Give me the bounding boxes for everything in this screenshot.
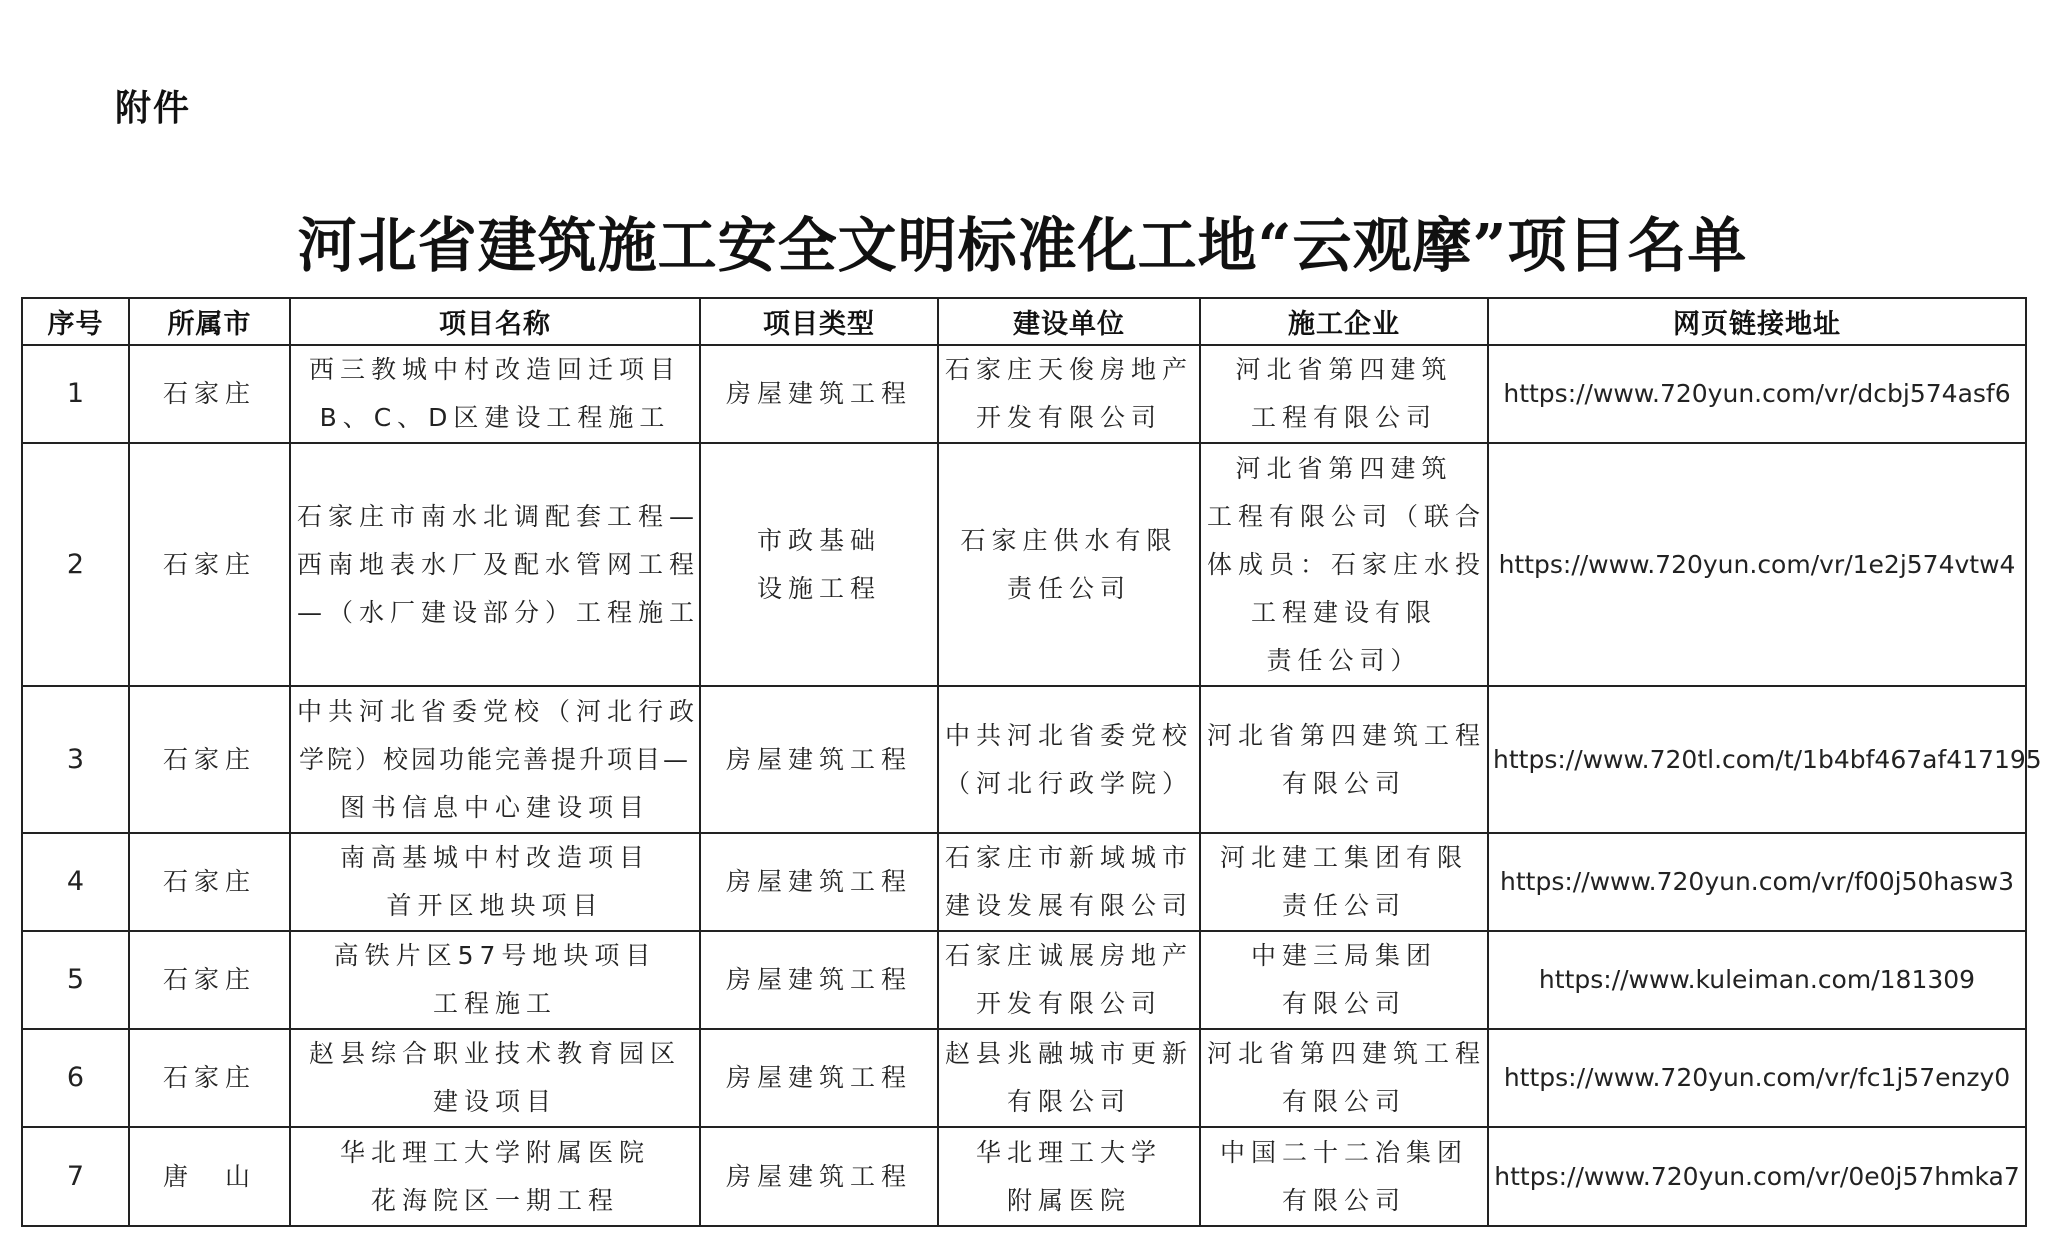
page-title: 河北省建筑施工安全文明标准化工地“云观摩”项目名单 [297, 211, 1748, 280]
text-line: 河北省第四建筑工程 [1207, 720, 1487, 750]
header-project-type: 项目类型 [700, 298, 938, 345]
text-line: 华北理工大学附属医院 [339, 1137, 650, 1167]
text-line: 责任公司 [1281, 891, 1406, 920]
text-line: 石家庄天俊房地产 [945, 355, 1194, 384]
row-contractor [1200, 345, 1488, 443]
row-owner [938, 833, 1200, 931]
text-line: 工程有限公司 [1250, 403, 1437, 432]
row-url-link[interactable]: https://www.720tl.com/t/1b4bf467af417195 [1488, 686, 2026, 833]
table-header [22, 298, 2026, 345]
text-line: 设施工程 [756, 573, 881, 603]
header-contractor: 施工企业 [1200, 298, 1488, 345]
row-city: 石家庄 [129, 345, 290, 443]
row-contractor [1200, 443, 1488, 686]
text-line: 有限公司 [1281, 768, 1406, 798]
text-line: —（水厂建设部分）工程施工 [297, 597, 701, 627]
text-line: 华北理工大学 [975, 1137, 1162, 1167]
row-owner [938, 686, 1200, 833]
row-project-name [290, 1029, 700, 1127]
text-line: 房屋建筑工程 [725, 867, 912, 896]
text-line: 西三教城中村改造回迁项目 [308, 355, 681, 384]
row-project-type [700, 833, 938, 931]
text-line: 石家庄市南水北调配套工程— [297, 501, 701, 531]
row-city: 石家庄 [129, 443, 290, 686]
row-project-name [290, 833, 700, 931]
text-line: B、C、D区建设工程施工 [319, 403, 671, 432]
text-line: 西南地表水厂及配水管网工程 [297, 549, 701, 579]
text-line: 房屋建筑工程 [725, 1161, 912, 1191]
row-contractor [1200, 1127, 1488, 1226]
row-owner [938, 345, 1200, 443]
header-url: 网页链接地址 [1488, 298, 2026, 345]
text-line: 体成员：石家庄水投 [1207, 549, 1487, 579]
text-line: 工程有限公司（联合 [1207, 501, 1487, 531]
row-project-type [700, 1029, 938, 1127]
table-body [22, 345, 2042, 1226]
row-city: 石家庄 [129, 686, 290, 833]
project-table [21, 297, 2042, 1227]
row-contractor [1200, 833, 1488, 931]
header-owner: 建设单位 [938, 298, 1200, 345]
text-line: 有限公司 [1281, 1185, 1406, 1215]
row-project-name [290, 345, 700, 443]
text-line: 工程建设有限 [1250, 597, 1437, 627]
row-no: 2 [22, 443, 129, 686]
row-project-name [290, 686, 700, 833]
text-line: 花海院区一期工程 [370, 1185, 619, 1215]
text-line: 河北建工集团有限 [1219, 843, 1468, 872]
row-url-link[interactable]: https://www.kuleiman.com/181309 [1488, 931, 2026, 1029]
text-line: 河北省第四建筑 [1235, 453, 1453, 483]
row-owner [938, 1127, 1200, 1226]
text-line: 中共河北省委党校 [945, 720, 1194, 750]
row-no: 3 [22, 686, 129, 833]
row-url-link[interactable]: https://www.720yun.com/vr/dcbj574asf6 [1488, 345, 2026, 443]
row-owner [938, 443, 1200, 686]
row-project-type [700, 443, 938, 686]
row-project-type [700, 931, 938, 1029]
text-line: 首开区地块项目 [386, 891, 604, 920]
text-line: 赵县综合职业技术教育园区 [308, 1039, 681, 1068]
text-line: 赵县兆融城市更新 [945, 1039, 1194, 1068]
row-owner [938, 1029, 1200, 1127]
row-project-type [700, 1127, 938, 1226]
text-line: 责任公司） [1266, 645, 1422, 675]
text-line: 房屋建筑工程 [725, 744, 912, 774]
row-no: 1 [22, 345, 129, 443]
text-line: 南高基城中村改造项目 [339, 843, 650, 872]
row-url-link[interactable]: https://www.720yun.com/vr/0e0j57hmka7 [1488, 1127, 2026, 1226]
header-project-name: 项目名称 [290, 298, 700, 345]
header-city: 所属市 [129, 298, 290, 345]
table-row [22, 1127, 2026, 1226]
row-no: 5 [22, 931, 129, 1029]
text-line: 建设项目 [432, 1087, 557, 1116]
text-line: （河北行政学院） [945, 768, 1194, 798]
row-city: 石家庄 [129, 833, 290, 931]
text-line: 有限公司 [1281, 1087, 1406, 1116]
text-line: 房屋建筑工程 [725, 1063, 912, 1092]
row-city: 石家庄 [129, 931, 290, 1029]
text-line: 建设发展有限公司 [945, 891, 1194, 920]
text-line: 中国二十二冶集团 [1219, 1137, 1468, 1167]
text-line: 石家庄诚展房地产 [945, 941, 1194, 970]
text-line: 房屋建筑工程 [725, 965, 912, 994]
table-row [22, 345, 2026, 443]
row-no: 6 [22, 1029, 129, 1127]
text-line: 责任公司 [1006, 573, 1131, 603]
text-line: 中建三局集团 [1250, 941, 1437, 970]
text-line: 房屋建筑工程 [725, 379, 912, 408]
row-no: 7 [22, 1127, 129, 1226]
table-row [22, 686, 2026, 833]
row-city: 唐 山 [129, 1127, 290, 1226]
text-line: 工程施工 [432, 989, 557, 1018]
row-url-link[interactable]: https://www.720yun.com/vr/1e2j574vtw4 [1488, 443, 2026, 686]
text-line: 有限公司 [1006, 1087, 1131, 1116]
text-line: 高铁片区57号地块项目 [333, 941, 657, 970]
table-row [22, 931, 2026, 1029]
row-owner [938, 931, 1200, 1029]
table-row [22, 1029, 2026, 1127]
row-url-link[interactable]: https://www.720yun.com/vr/f00j50hasw3 [1488, 833, 2026, 931]
row-project-type [700, 686, 938, 833]
text-line: 河北省第四建筑工程 [1207, 1039, 1487, 1068]
row-city: 石家庄 [129, 1029, 290, 1127]
row-contractor [1200, 686, 1488, 833]
text-line: 有限公司 [1281, 989, 1406, 1018]
text-line: 市政基础 [756, 525, 881, 555]
header-no: 序号 [22, 298, 129, 345]
table-row [22, 443, 2026, 686]
text-line: 附属医院 [1006, 1185, 1131, 1215]
text-line: 中共河北省委党校（河北行政 [297, 696, 701, 726]
row-project-type [700, 345, 938, 443]
table-row [22, 833, 2026, 931]
row-project-name [290, 443, 700, 686]
text-line: 石家庄供水有限 [960, 525, 1178, 555]
text-line: 开发有限公司 [975, 989, 1162, 1018]
text-line: 开发有限公司 [975, 403, 1162, 432]
text-line: 图书信息中心建设项目 [339, 792, 650, 822]
text-line: 学院）校园功能完善提升项目— [298, 744, 691, 774]
attachment-label: 附件 [115, 88, 192, 129]
row-no: 4 [22, 833, 129, 931]
row-project-name [290, 931, 700, 1029]
header-row [22, 298, 2026, 345]
row-contractor [1200, 931, 1488, 1029]
row-url-link[interactable]: https://www.720yun.com/vr/fc1j57enzy0 [1488, 1029, 2026, 1127]
text-line: 河北省第四建筑 [1235, 355, 1453, 384]
row-contractor [1200, 1029, 1488, 1127]
text-line: 石家庄市新域城市 [945, 843, 1194, 872]
row-project-name [290, 1127, 700, 1226]
